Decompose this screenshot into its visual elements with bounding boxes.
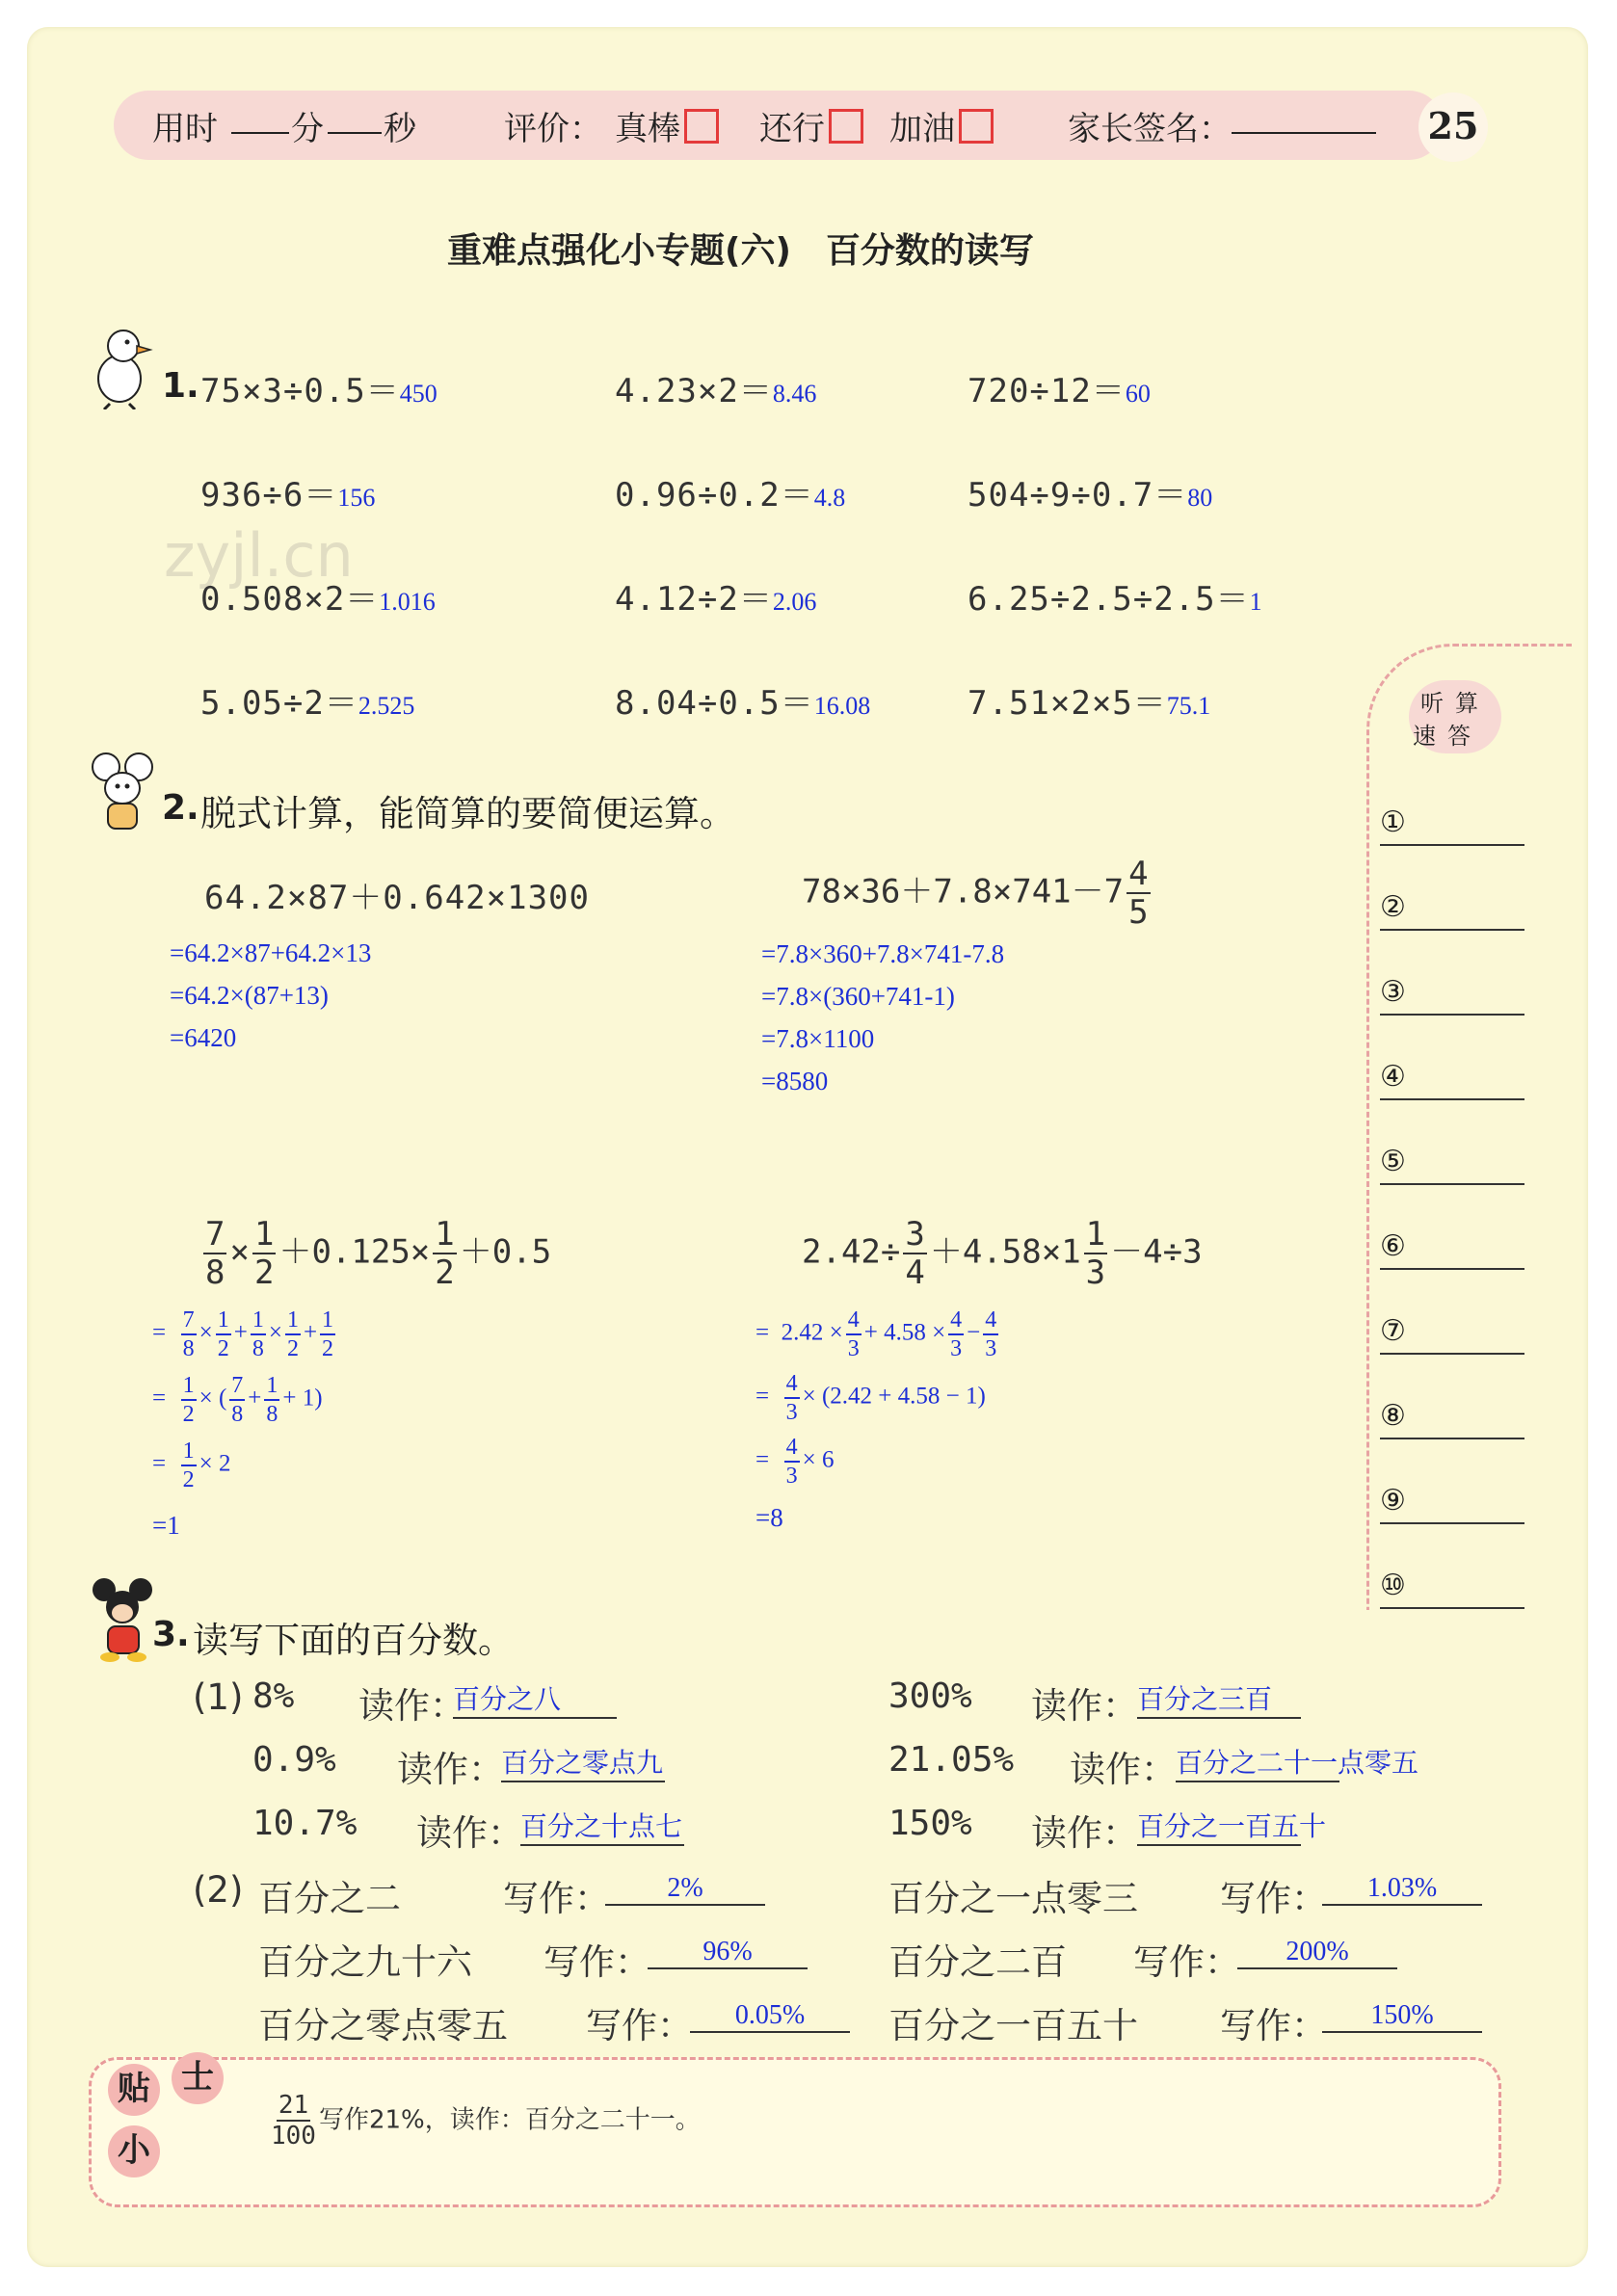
calc-item bbox=[200, 676, 414, 724]
calc-question: 8.04÷0.5＝ bbox=[615, 684, 814, 723]
calc-answer[interactable]: 2.06 bbox=[772, 588, 817, 616]
section1-number: 1. bbox=[162, 366, 199, 406]
quick-answer-number: ⑧ bbox=[1380, 1399, 1406, 1433]
tip-char-3: 小 bbox=[108, 2125, 160, 2177]
calc-question: 504÷9÷0.7＝ bbox=[968, 476, 1188, 515]
calc-item bbox=[615, 676, 870, 724]
duck-icon bbox=[85, 323, 154, 409]
page bbox=[27, 27, 1588, 2267]
p2-expression-main: 78×36＋7.8×741－7 bbox=[802, 872, 1125, 911]
p2-expression bbox=[802, 855, 1153, 932]
tip-sentence: 写作21%，读作：百分之二十一。 bbox=[318, 2105, 701, 2135]
percent-value: 150% bbox=[888, 1804, 972, 1843]
p2-step-4: =8580 bbox=[761, 1067, 829, 1095]
percent-value: 10.7% bbox=[252, 1804, 358, 1843]
p4-step-1: = 2.42 × $\frac{4}{3}$ + 4.58 × $\frac{4}{3}$ − $\frac{4}{3}$ bbox=[755, 1307, 997, 1361]
write-answer-field[interactable]: 150% bbox=[1322, 2000, 1482, 2033]
read-answer-field[interactable]: 百分之十点七 bbox=[520, 1806, 684, 1846]
calc-question: 0.508×2＝ bbox=[200, 580, 380, 619]
calc-answer[interactable]: 80 bbox=[1187, 484, 1213, 512]
write-answer-field[interactable]: 2% bbox=[605, 1873, 765, 1906]
read-answer-field[interactable]: 百分之一百五十 bbox=[1137, 1806, 1301, 1846]
percent-words: 百分之二 bbox=[258, 1878, 401, 1919]
calc-question: 0.96÷0.2＝ bbox=[615, 476, 814, 515]
calc-question: 4.12÷2＝ bbox=[615, 580, 773, 619]
p4-expression: 2.42÷ $\frac{3}{4}$ ＋4.58×1 $\frac{1}{3}$ －4÷3 bbox=[802, 1215, 1203, 1292]
read-answer-field[interactable]: 百分之二十一点零五 bbox=[1176, 1742, 1339, 1782]
percent-words: 百分之一百五十 bbox=[888, 2005, 1138, 2046]
page-title: 重难点强化小专题(六) 百分数的读写 bbox=[447, 231, 1034, 271]
calc-question: 720÷12＝ bbox=[968, 372, 1126, 410]
read-label: 读作： bbox=[416, 1812, 523, 1854]
write-label: 写作： bbox=[1133, 1941, 1240, 1983]
page-number: 25 bbox=[1418, 92, 1488, 162]
calc-item bbox=[968, 676, 1210, 724]
quick-answer-number: ⑤ bbox=[1380, 1145, 1406, 1178]
section2-number: 2. bbox=[162, 788, 199, 828]
write-label: 写作： bbox=[503, 1878, 610, 1919]
write-label: 写作： bbox=[586, 2005, 693, 2046]
read-label: 读作： bbox=[1031, 1685, 1138, 1727]
percent-words: 百分之九十六 bbox=[258, 1941, 472, 1983]
parent-sign-label: 家长签名： bbox=[1068, 110, 1232, 148]
eval-keep-checkbox[interactable] bbox=[959, 109, 994, 144]
p2-step-2: =7.8×(360+741-1) bbox=[761, 982, 955, 1011]
calc-question: 4.23×2＝ bbox=[615, 372, 773, 410]
calc-item bbox=[200, 364, 437, 411]
read-label: 读作： bbox=[397, 1749, 504, 1790]
read-answer-field[interactable]: 百分之零点九 bbox=[501, 1742, 665, 1782]
quick-answer-item[interactable] bbox=[1380, 1060, 1524, 1100]
calc-question: 75×3÷0.5＝ bbox=[200, 372, 400, 410]
p1-step-3: =6420 bbox=[170, 1023, 237, 1052]
header-bar bbox=[114, 91, 1444, 160]
calc-item bbox=[615, 364, 816, 411]
calc-question: 6.25÷2.5÷2.5＝ bbox=[968, 580, 1250, 619]
write-answer-field[interactable]: 1.03% bbox=[1322, 1873, 1482, 1906]
quick-answer-item[interactable] bbox=[1380, 1314, 1524, 1355]
calc-answer[interactable]: 16.08 bbox=[813, 692, 871, 720]
calc-answer[interactable]: 156 bbox=[337, 484, 376, 512]
write-label: 写作： bbox=[543, 1941, 650, 1983]
read-label: 读作： bbox=[358, 1685, 465, 1727]
mouse-icon bbox=[89, 750, 156, 836]
p2-step-3: =7.8×1100 bbox=[761, 1024, 875, 1053]
calc-answer[interactable]: 1 bbox=[1249, 588, 1262, 616]
calc-item bbox=[968, 364, 1151, 411]
part1-label: (1) bbox=[193, 1676, 244, 1718]
percent-value: 0.9% bbox=[252, 1740, 336, 1780]
calc-question: 7.51×2×5＝ bbox=[968, 684, 1167, 723]
calc-item bbox=[200, 468, 375, 515]
percent-words: 百分之零点零五 bbox=[258, 2005, 508, 2046]
calc-answer[interactable]: 75.1 bbox=[1166, 692, 1211, 720]
quick-answer-item[interactable] bbox=[1380, 890, 1524, 931]
quick-answer-number: ③ bbox=[1380, 975, 1406, 1009]
minutes-blank[interactable] bbox=[231, 105, 289, 134]
p3-step-1: = $\frac{7}{8}$ × $\frac{1}{2}$ + $\frac{1}{8}$ × $\frac{1}{2}$ + $\frac{1}{2}$ bbox=[152, 1307, 334, 1361]
calc-answer[interactable]: 450 bbox=[399, 380, 437, 408]
eval-great-checkbox[interactable] bbox=[684, 109, 719, 144]
read-label: 读作： bbox=[1070, 1749, 1177, 1790]
minutes-label: 分 bbox=[291, 110, 324, 148]
quick-answer-item[interactable] bbox=[1380, 975, 1524, 1016]
p3-step-4: =1 bbox=[152, 1511, 180, 1540]
calc-item bbox=[615, 468, 845, 515]
evaluation-label: 评价： bbox=[504, 110, 602, 148]
time-label: 用时 bbox=[152, 110, 218, 148]
calc-item bbox=[615, 572, 816, 620]
quick-answer-number: ⑩ bbox=[1380, 1569, 1406, 1602]
p1-step-1: =64.2×87+64.2×13 bbox=[170, 938, 372, 967]
section3-number: 3. bbox=[152, 1615, 190, 1654]
write-label: 写作： bbox=[1220, 1878, 1327, 1919]
quick-answer-item[interactable] bbox=[1380, 1399, 1524, 1439]
quick-answer-number: ⑦ bbox=[1380, 1314, 1406, 1348]
seconds-blank[interactable] bbox=[328, 105, 382, 134]
quick-answer-item[interactable] bbox=[1380, 1484, 1524, 1524]
quick-answer-number: ⑨ bbox=[1380, 1484, 1406, 1517]
p4-step-3: = $\frac{4}{3}$ × 6 bbox=[755, 1435, 835, 1489]
quick-answer-item[interactable] bbox=[1380, 1145, 1524, 1185]
read-label: 读作： bbox=[1031, 1812, 1138, 1854]
mickey-icon bbox=[89, 1576, 156, 1663]
read-answer-field[interactable]: 百分之八 bbox=[453, 1678, 617, 1719]
seconds-label: 秒 bbox=[384, 110, 416, 148]
eval-keep-label: 加油 bbox=[889, 110, 955, 148]
p3-step-2: = $\frac{1}{2}$ × ( $\frac{7}{8}$ + $\frac{1}{8}$ + 1) bbox=[152, 1373, 323, 1427]
calc-item bbox=[968, 572, 1262, 620]
calc-question: 5.05÷2＝ bbox=[200, 684, 358, 723]
write-label: 写作： bbox=[1220, 2005, 1327, 2046]
write-answer-field[interactable]: 200% bbox=[1237, 1937, 1397, 1969]
eval-ok-checkbox[interactable] bbox=[829, 109, 863, 144]
tip-text bbox=[268, 2093, 701, 2149]
write-answer-field[interactable]: 0.05% bbox=[690, 2000, 850, 2033]
tip-fraction: $\frac{21}{100}$ bbox=[271, 2091, 316, 2151]
eval-ok-label: 还行 bbox=[759, 110, 825, 148]
calc-item bbox=[968, 468, 1212, 515]
calc-question: 936÷6＝ bbox=[200, 476, 338, 515]
write-answer-field[interactable]: 96% bbox=[648, 1937, 808, 1969]
percent-words: 百分之一点零三 bbox=[888, 1878, 1138, 1919]
eval-great-label: 真棒 bbox=[615, 110, 680, 148]
section2-heading: 脱式计算，能简算的要简便运算。 bbox=[200, 793, 735, 834]
calc-answer[interactable]: 2.525 bbox=[358, 692, 415, 720]
calc-answer[interactable]: 8.46 bbox=[772, 380, 817, 408]
p3-step-3: = $\frac{1}{2}$ × 2 bbox=[152, 1438, 231, 1492]
quick-answer-item[interactable] bbox=[1380, 805, 1524, 846]
calc-answer[interactable]: 1.016 bbox=[379, 588, 436, 616]
quick-answer-panel bbox=[1366, 644, 1572, 1610]
section3-heading: 读写下面的百分数。 bbox=[193, 1620, 514, 1661]
quick-answer-number: ⑥ bbox=[1380, 1229, 1406, 1263]
tip-char-1: 贴 bbox=[108, 2064, 160, 2116]
p4-step-4: =8 bbox=[755, 1503, 783, 1532]
calc-answer[interactable]: 4.8 bbox=[813, 484, 846, 512]
quick-answer-item[interactable] bbox=[1380, 1569, 1524, 1609]
quick-answer-number: ② bbox=[1380, 890, 1406, 924]
p1-expression: 64.2×87＋0.642×1300 bbox=[204, 879, 590, 917]
parent-sign-blank[interactable] bbox=[1232, 105, 1376, 134]
p1-step-2: =64.2×(87+13) bbox=[170, 981, 329, 1010]
quick-answer-number: ① bbox=[1380, 805, 1406, 839]
quick-answer-item[interactable] bbox=[1380, 1229, 1524, 1270]
part2-label: (2) bbox=[193, 1869, 244, 1911]
quick-answer-title-2: 速答 bbox=[1413, 723, 1482, 750]
percent-value: 21.05% bbox=[888, 1740, 1015, 1780]
quick-answer-number: ④ bbox=[1380, 1060, 1406, 1094]
percent-value: 8% bbox=[252, 1676, 295, 1716]
percent-value: 300% bbox=[888, 1676, 972, 1716]
read-answer-field[interactable]: 百分之三百 bbox=[1137, 1678, 1301, 1719]
calc-item bbox=[200, 572, 436, 620]
p2-step-1: =7.8×360+7.8×741-7.8 bbox=[761, 939, 1005, 968]
percent-words: 百分之二百 bbox=[888, 1941, 1067, 1983]
watermark: zyjl.cn bbox=[164, 520, 354, 591]
p3-expression: $\frac{7}{8}$ × $\frac{1}{2}$ ＋0.125× $\frac{1}{2}$ ＋0.5 bbox=[205, 1215, 552, 1292]
quick-answer-title-1: 听算 bbox=[1420, 690, 1490, 717]
tip-char-2: 士 bbox=[172, 2052, 224, 2104]
p2-fraction: $\frac{4}{5}$ bbox=[1128, 855, 1149, 932]
calc-answer[interactable]: 60 bbox=[1125, 380, 1151, 408]
p4-step-2: = $\frac{4}{3}$ × (2.42 + 4.58 − 1) bbox=[755, 1371, 986, 1425]
